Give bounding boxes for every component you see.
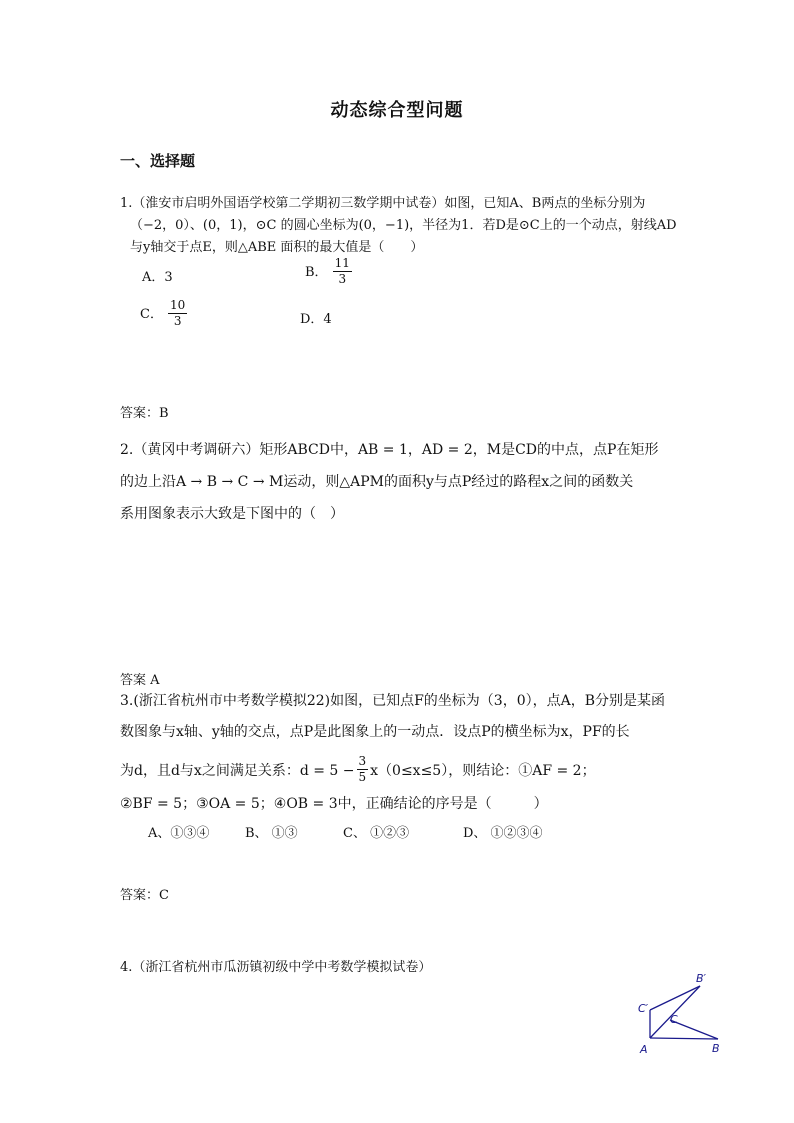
label-b-prime: B′ xyxy=(696,972,707,985)
q3-line-1: 3.(浙江省杭州市中考数学模拟22)如图，已知点F的坐标为（3，0），点A，B分别是某函 xyxy=(120,693,666,709)
q4-figure xyxy=(630,968,730,1060)
section-heading: 一、选择题 xyxy=(120,152,196,170)
q1-option-b-label: B． xyxy=(305,265,328,280)
q1-answer: 答案：B xyxy=(120,406,169,421)
fraction-numerator: 11 xyxy=(334,256,350,270)
q3-line-3 xyxy=(120,754,596,785)
q1-line-3: 与y轴交于点E，则△ABE 面积的最大值是（ ） xyxy=(130,240,424,255)
segment-c-prime-b-prime xyxy=(650,986,700,1010)
label-c: C xyxy=(670,1013,678,1026)
q3-option-d: D、 ①②③④ xyxy=(463,826,543,841)
q1-option-c-label: C． xyxy=(140,307,163,322)
q1-option-d: D．4 xyxy=(300,312,332,327)
q4-line-1: 4.（浙江省杭州市瓜沥镇初级中学中考数学模拟试卷） xyxy=(120,960,432,975)
fraction-denominator: 3 xyxy=(173,314,182,328)
segment-ab-prime xyxy=(650,986,700,1038)
q2-line-1: 2.（黄冈中考调研六）矩形ABCD中，AB = 1，AD = 2，M是CD的中点，点P在矩形 xyxy=(120,442,659,458)
q1-option-a: A．3 xyxy=(142,270,173,285)
label-a: A xyxy=(640,1043,648,1056)
fraction-numerator: 3 xyxy=(358,754,367,768)
q3-answer: 答案：C xyxy=(120,888,169,903)
q3-line-4: ②BF = 5；③OA = 5；④OB = 3中，正确结论的序号是（ ） xyxy=(120,796,548,812)
page-title: 动态综合型问题 xyxy=(330,100,464,121)
q3-line-3-end: x（0≤x≤5），则结论：①AF = 2； xyxy=(370,762,596,779)
q2-line-2: 的边上沿A → B → C → M运动，则△APM的面积y与点P经过的路程x之间的函数关 xyxy=(120,474,634,490)
q3-line-3-start: 为d，且d与x之间满足关系：d = 5 − xyxy=(120,762,355,779)
fraction-denominator: 5 xyxy=(358,770,367,784)
segment-ab xyxy=(650,1038,718,1039)
q3-line-2: 数图象与x轴、y轴的交点，点P是此图象上的一动点．设点P的横坐标为x，PF的长 xyxy=(120,724,630,740)
label-b: B xyxy=(712,1042,720,1055)
q2-answer: 答案 A xyxy=(120,673,160,688)
fraction-numerator: 10 xyxy=(170,298,186,312)
q1-option-c xyxy=(140,298,187,329)
fraction-denominator: 3 xyxy=(338,272,347,286)
q3-option-c: C、 ①②③ xyxy=(343,826,410,841)
q1-line-2: （−2，0）、(0，1)，⊙C 的圆心坐标为(0，−1)，半径为1．若D是⊙C上的一个动点，射线AD xyxy=(130,218,677,233)
q1-option-c-fraction xyxy=(168,298,187,329)
q3-fraction xyxy=(357,754,369,785)
q1-option-b-fraction xyxy=(333,256,352,287)
q1-line-1: 1.（淮安市启明外国语学校第二学期初三数学期中试卷）如图，已知A、B两点的坐标分别为 xyxy=(120,196,646,211)
q3-option-a: A、①③④ xyxy=(148,826,210,841)
label-c-prime: C′ xyxy=(638,1002,649,1015)
q2-line-3: 系用图象表示大致是下图中的（ ） xyxy=(120,506,344,522)
q3-option-b: B、 ①③ xyxy=(245,826,298,841)
q1-option-b xyxy=(305,256,352,287)
